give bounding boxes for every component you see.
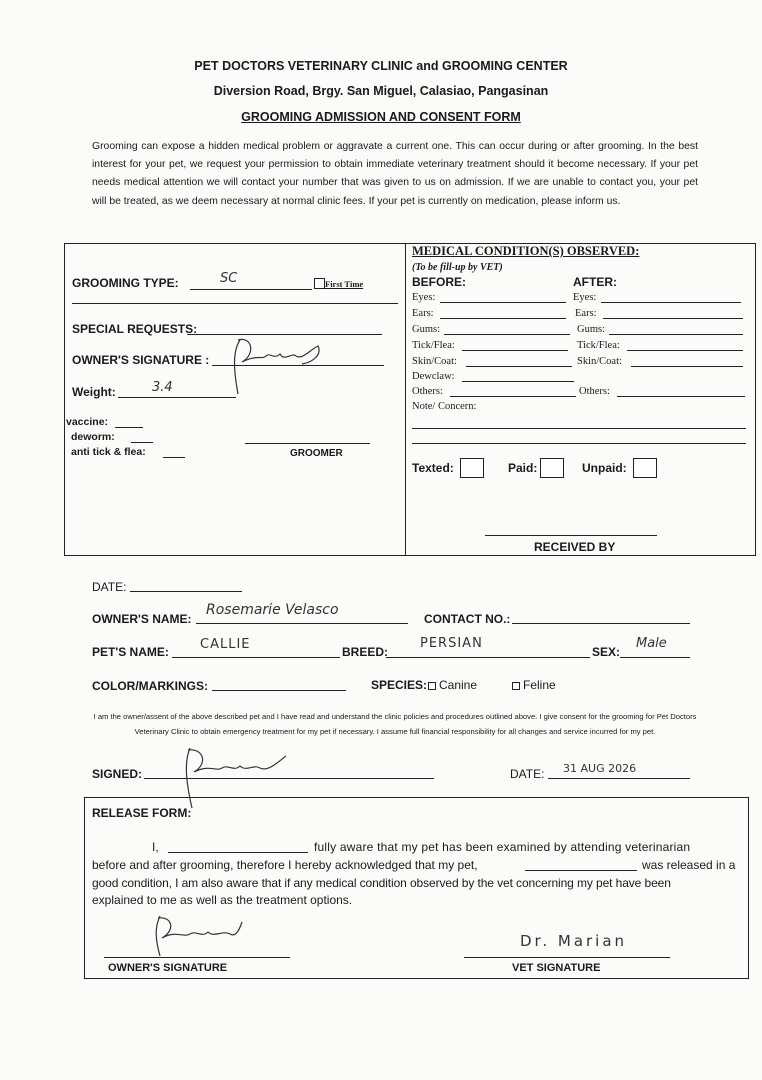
release-text-2: before and after grooming, therefore I hereby acknowledged that my pet, [92, 858, 478, 872]
species-feline-checkbox[interactable] [512, 682, 520, 690]
grooming-type-label: GROOMING TYPE: [72, 276, 179, 290]
column-divider [405, 244, 406, 555]
after-ears-line[interactable] [603, 318, 743, 319]
pet-name-value: CALLIE [200, 637, 251, 652]
after-label: AFTER: [573, 275, 617, 289]
release-owner-signature-label: OWNER'S SIGNATURE [108, 962, 228, 974]
before-label: BEFORE: [412, 275, 466, 289]
texted-label: Texted: [412, 461, 454, 475]
grooming-type-extra-line [72, 303, 398, 304]
note-line-2[interactable] [412, 443, 746, 444]
consent-text: I am the owner/assent of the above described pet and I have read and understand the clinic policies and procedures outlined above. I give consent for the grooming for Pet Doctors Veterinary Clinic to obtain emergency treatment for my pet if necessary. I assume full financial responsibility for all changes and service incurred for my pet. [93, 712, 697, 736]
after-tickflea-label: Tick/Flea: [577, 340, 620, 351]
consent-date-line[interactable] [548, 778, 690, 779]
color-markings-line[interactable] [212, 690, 346, 691]
vaccine-line[interactable] [115, 427, 143, 428]
after-skincoat-line[interactable] [631, 366, 743, 367]
release-text-1: fully aware that my pet has been examined by attending veterinarian [314, 840, 691, 854]
paid-checkbox[interactable] [540, 458, 564, 478]
vet-signature-label: VET SIGNATURE [512, 962, 601, 974]
after-eyes-label: Eyes: [573, 292, 597, 303]
release-text-4: good condition, I am also aware that if any medical condition observed by the vet concerning my pet have been [92, 876, 671, 890]
owner-name-label: OWNER'S NAME: [92, 612, 192, 626]
consent-date-value: 31 AUG 2026 [563, 762, 637, 775]
before-tickflea-line[interactable] [462, 350, 568, 351]
first-time-label: First Time [325, 279, 364, 289]
before-others-line[interactable] [450, 396, 576, 397]
after-ears-label: Ears: [575, 308, 597, 319]
release-owner-signature-scribble [146, 912, 246, 958]
before-ears-line[interactable] [440, 318, 566, 319]
before-tickflea-label: Tick/Flea: [412, 340, 455, 351]
species-feline-label: Feline [523, 678, 556, 692]
release-i: I, [152, 840, 159, 854]
release-pet-line[interactable] [525, 870, 637, 871]
clinic-name: PET DOCTORS VETERINARY CLINIC and GROOMING CENTER [194, 59, 568, 73]
intro-paragraph: Grooming can expose a hidden medical problem or aggravate a current one. This can occur during or after grooming. In the best interest for your pet, we request your permission to obtain immediate veterinary treatment should it become necessary. If your pet needs medical attention we will contact your number that was given to us on admission. If we are unable to contact you, your pet will be treated, as we deem necessary at normal clinic fees. If your pet is currently on medication, please inform us. [92, 141, 698, 207]
owner-signature-scribble [222, 332, 332, 398]
vaccine-label: vaccine: [66, 416, 109, 428]
after-gums-label: Gums: [577, 324, 606, 335]
received-by-line[interactable] [485, 535, 657, 536]
sex-label: SEX: [592, 645, 621, 659]
release-owner-name-line[interactable] [168, 852, 308, 853]
after-others-line[interactable] [617, 396, 745, 397]
date-line[interactable] [130, 591, 242, 592]
breed-value: PERSIAN [420, 636, 483, 651]
tick-flea-label: anti tick & flea: [71, 446, 146, 458]
before-skincoat-label: Skin/Coat: [412, 356, 457, 367]
consent-date-label: DATE: [510, 767, 545, 781]
first-time-checkbox[interactable] [314, 278, 325, 289]
owner-name-line[interactable] [196, 623, 408, 624]
tick-flea-line[interactable] [163, 457, 185, 458]
vet-signature-line[interactable] [464, 957, 670, 958]
release-title: RELEASE FORM: [92, 806, 192, 820]
owner-signature-label: OWNER'S SIGNATURE : [72, 353, 210, 367]
after-gums-line[interactable] [609, 334, 743, 335]
before-gums-label: Gums: [412, 324, 441, 335]
species-label: SPECIES: [371, 678, 428, 692]
color-markings-label: COLOR/MARKINGS: [92, 679, 208, 693]
date-label: DATE: [92, 580, 127, 594]
before-dewclaw-label: Dewclaw: [412, 371, 455, 382]
contact-line[interactable] [512, 623, 690, 624]
after-skincoat-label: Skin/Coat: [577, 356, 622, 367]
form-title: GROOMING ADMISSION AND CONSENT FORM [241, 110, 521, 124]
groomer-label: GROOMER [290, 448, 343, 459]
owner-name-value: Rosemarie Velasco [206, 602, 339, 618]
before-dewclaw-line[interactable] [462, 381, 574, 382]
weight-label: Weight: [72, 385, 116, 399]
before-others-label: Others: [412, 386, 443, 397]
sex-value: Male [636, 636, 667, 651]
unpaid-checkbox[interactable] [633, 458, 657, 478]
vet-signature-value: Dr. Marian [520, 932, 628, 950]
before-skincoat-line[interactable] [466, 366, 572, 367]
release-text-3: was released in a [642, 858, 736, 872]
breed-line[interactable] [386, 657, 590, 658]
sex-line[interactable] [620, 657, 690, 658]
release-owner-signature-line[interactable] [104, 957, 290, 958]
after-others-label: Others: [579, 386, 610, 397]
before-gums-line[interactable] [444, 334, 570, 335]
signed-label: SIGNED: [92, 767, 143, 781]
special-requests-label: SPECIAL REQUESTS: [72, 322, 198, 336]
medical-title: MEDICAL CONDITION(S) OBSERVED: [412, 244, 640, 258]
unpaid-label: Unpaid: [582, 461, 627, 475]
deworm-line[interactable] [131, 442, 153, 443]
weight-line[interactable] [118, 397, 236, 398]
after-tickflea-line[interactable] [627, 350, 743, 351]
before-ears-label: Ears: [412, 308, 434, 319]
before-eyes-line[interactable] [440, 302, 566, 303]
deworm-label: deworm: [71, 431, 115, 443]
note-concern-label: Note/ Concern: [412, 401, 477, 412]
paid-label: Paid: [508, 461, 538, 475]
received-by-label: RECEIVED BY [534, 540, 616, 554]
clinic-address: Diversion Road, Brgy. San Miguel, Calasiao, Pangasinan [213, 84, 549, 98]
pet-name-line[interactable] [172, 657, 340, 658]
breed-label: BREED: [342, 645, 389, 659]
contact-label: CONTACT NO.: [424, 612, 511, 626]
note-line-1[interactable] [412, 428, 746, 429]
release-text-5: explained to me as well as the treatment options. [92, 893, 353, 907]
grooming-type-line [190, 289, 312, 290]
medical-subtitle: (To be fill-up by VET) [412, 262, 503, 273]
pet-name-label: PET'S NAME: [92, 645, 169, 659]
species-canine-checkbox[interactable] [428, 682, 436, 690]
groomer-line[interactable] [245, 443, 370, 444]
texted-checkbox[interactable] [460, 458, 484, 478]
before-eyes-label: Eyes: [412, 292, 436, 303]
after-eyes-line[interactable] [601, 302, 741, 303]
weight-value: 3.4 [152, 380, 173, 395]
grooming-type-value[interactable]: SC [220, 271, 238, 286]
species-canine-label: Canine [439, 678, 478, 692]
